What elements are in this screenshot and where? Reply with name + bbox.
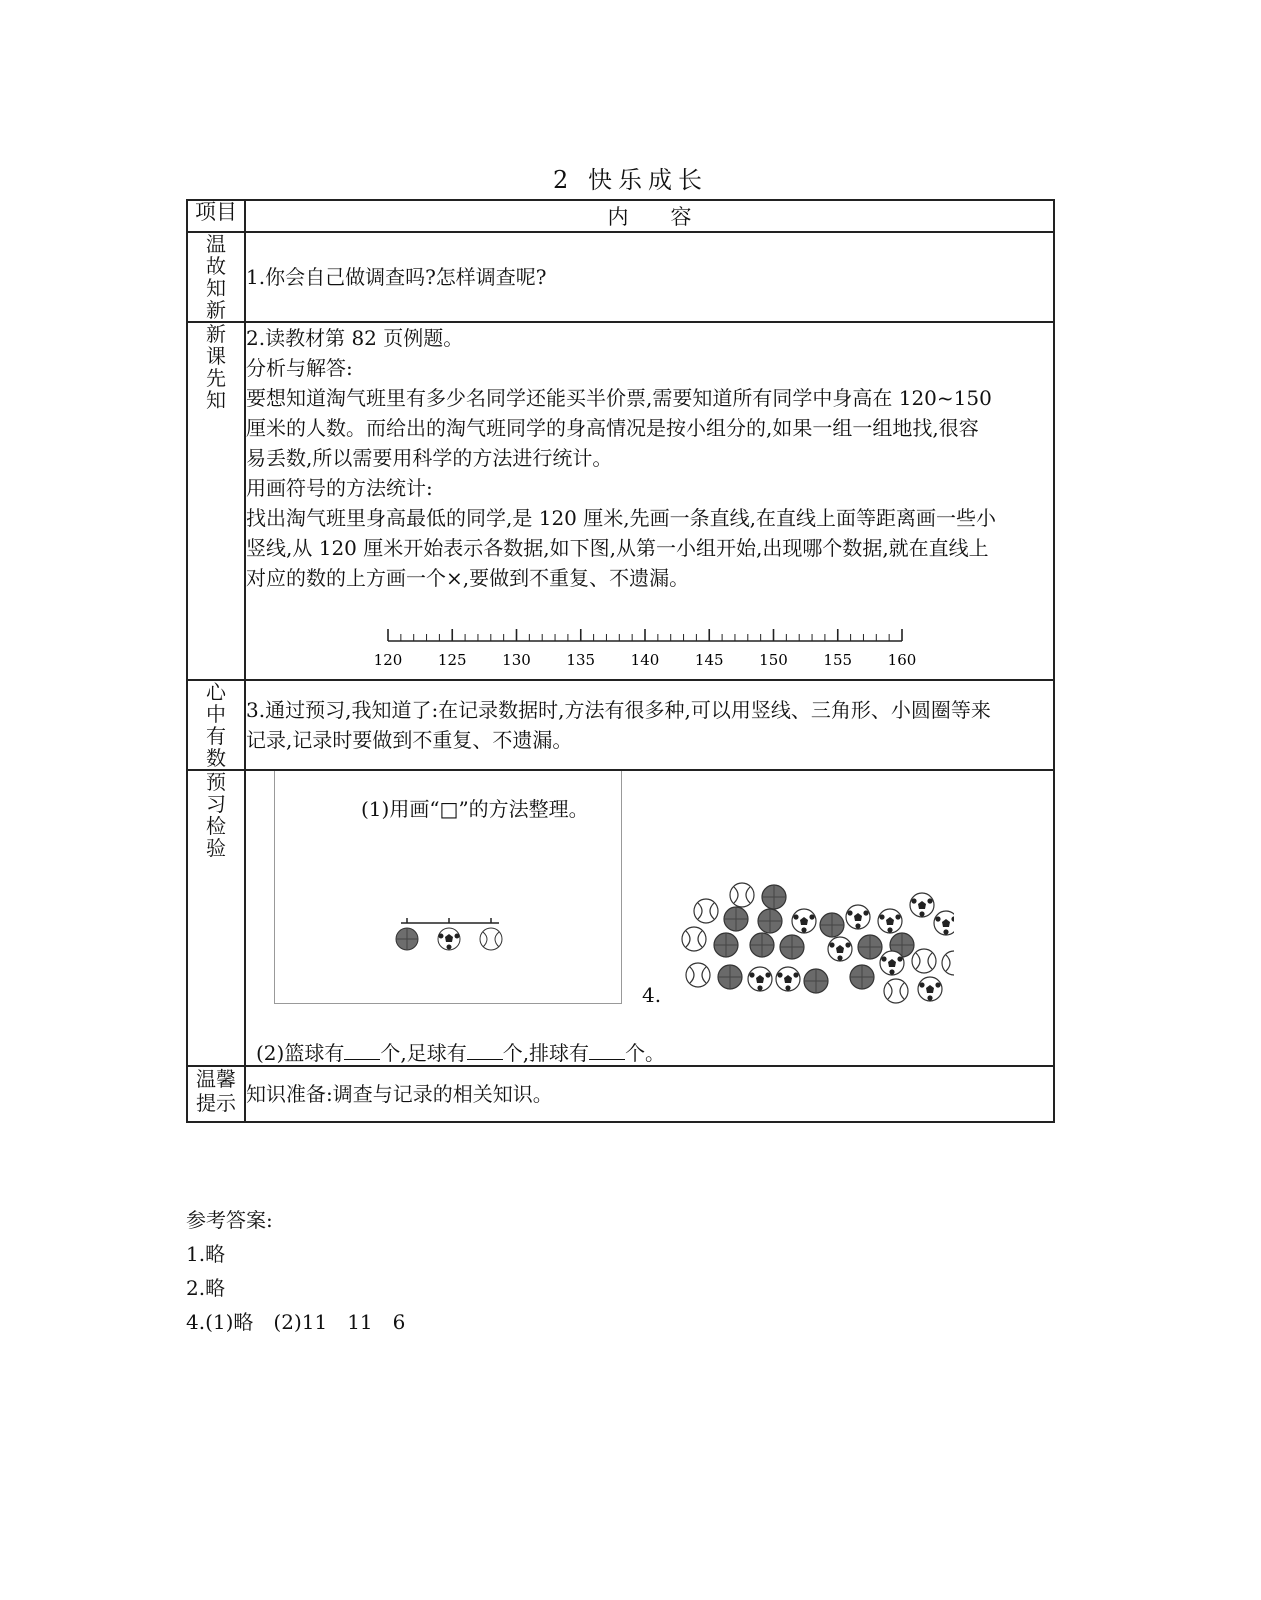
football-icon: [910, 893, 934, 917]
volleyball-icon: [682, 927, 706, 951]
preview-content: [245, 322, 1054, 680]
volleyball-icon: [686, 963, 710, 987]
text-line: 对应的数的上方画一个×,要做到不重复、不遗漏。: [246, 566, 690, 590]
table-row: [187, 232, 1054, 322]
football-icon: [792, 909, 816, 933]
tick-label: 140: [630, 651, 660, 669]
question-1: 1.你会自己做调查吗?怎样调查呢?: [246, 265, 547, 289]
q4-text-basketball: (2)篮球有: [256, 1041, 345, 1065]
lesson-table: [186, 199, 1055, 1123]
balls-picture: [664, 881, 954, 1011]
row-label-text: [188, 233, 244, 321]
football-icon: [828, 937, 852, 961]
answer-line: 2.略: [186, 1276, 226, 1300]
answer-line: 1.略: [186, 1242, 226, 1266]
volleyball-icon: [912, 949, 936, 973]
row-label-tips: [187, 1066, 245, 1122]
basketball-icon: [714, 933, 738, 957]
volleyball-icon: [694, 899, 718, 923]
text-line: 用画符号的方法统计:: [246, 476, 433, 500]
answer-heading: 参考答案:: [186, 1208, 273, 1232]
row-label-check: [187, 770, 245, 1066]
volleyball-blank[interactable]: [589, 1041, 625, 1060]
exercise-box: [274, 771, 622, 1004]
text-line: 找出淘气班里身高最低的同学,是 120 厘米,先画一条直线,在直线上面等距离画一些小: [246, 506, 996, 530]
table-row: [187, 680, 1054, 770]
row-label-text: [188, 323, 244, 411]
football-blank[interactable]: [467, 1041, 503, 1060]
text-line: 竖线,从 120 厘米开始表示各数据,如下图,从第一小组开始,出现哪个数据,就在直线上: [246, 536, 989, 560]
volleyball-icon: [942, 951, 954, 975]
basketball-icon: [758, 909, 782, 933]
tick-label: 120: [373, 651, 403, 669]
basketball-blank[interactable]: [344, 1041, 380, 1060]
basketball-icon: [396, 928, 418, 950]
label-char: 检: [206, 814, 226, 838]
basketball-icon: [820, 913, 844, 937]
label-char: 新: [206, 298, 226, 322]
header-label: 项目: [187, 200, 245, 232]
volleyball-icon: [730, 883, 754, 907]
answer-section: [186, 1203, 405, 1339]
basketball-icon: [780, 935, 804, 959]
label-char: 验: [206, 836, 226, 860]
tick-label: 130: [502, 651, 531, 669]
row-label-text: [188, 681, 244, 769]
text-line: 记录,记录时要做到不重复、不遗漏。: [246, 728, 573, 752]
basketball-icon: [850, 965, 874, 989]
football-icon: [880, 951, 904, 975]
text-line: 易丢数,所以需要用科学的方法进行统计。: [246, 446, 613, 470]
label-char: 心: [206, 680, 226, 704]
label-char: 知: [206, 388, 226, 412]
tick-label: 135: [566, 651, 596, 669]
number-line: [372, 623, 932, 673]
label-char: 课: [206, 344, 226, 368]
label-char: 先: [206, 366, 226, 390]
page-title: 2 快乐成长: [553, 166, 708, 194]
check-content: [245, 770, 1054, 1066]
q4-text-end: 个。: [625, 1041, 666, 1065]
q4-text-volleyball: 个,排球有: [502, 1041, 590, 1065]
football-icon: [438, 928, 460, 950]
q4-text-football: 个,足球有: [380, 1041, 467, 1065]
volleyball-icon: [480, 928, 502, 950]
basketball-icon: [804, 969, 828, 993]
row-label-text: 温馨提示: [196, 1067, 236, 1115]
sample-arrangement: [391, 911, 511, 961]
text-line: 2.读教材第 82 页例题。: [246, 326, 464, 350]
label-char: 温: [206, 232, 226, 256]
label-char: 知: [206, 276, 226, 300]
label-char: 新: [206, 322, 226, 346]
row-label-review: [187, 232, 245, 322]
question-4-number: 4.: [642, 983, 662, 1007]
label-char: 数: [206, 746, 226, 770]
volleyball-icon: [884, 979, 908, 1003]
football-icon: [878, 909, 902, 933]
row-label-preview: [187, 322, 245, 680]
text-line: 厘米的人数。而给出的淘气班同学的身高情况是按小组分的,如果一组一组地找,很容: [246, 416, 979, 440]
label-char: 预: [206, 770, 226, 794]
basketball-icon: [858, 935, 882, 959]
tick-label: 155: [823, 651, 853, 669]
answer-line: 4.(1)略 (2)11 11 6: [186, 1310, 406, 1334]
text-line: 分析与解答:: [246, 356, 353, 380]
football-icon: [846, 905, 870, 929]
tick-label: 160: [887, 651, 917, 669]
label-char: 有: [206, 724, 226, 748]
label-char: 中: [206, 702, 226, 726]
text-line: 要想知道淘气班里有多少名同学还能买半价票,需要知道所有同学中身高在 120~150: [246, 386, 992, 410]
label-char: 故: [206, 254, 226, 278]
summary-content: [245, 680, 1054, 770]
header-content: 内 容: [245, 200, 1054, 232]
football-icon: [748, 967, 772, 991]
table-row: [187, 770, 1054, 1066]
question-4-part-2: [256, 1037, 665, 1066]
football-icon: [934, 911, 954, 935]
question-4-part-1: (1)用画“□”的方法整理。: [361, 797, 589, 821]
text-line: 3.通过预习,我知道了:在记录数据时,方法有很多种,可以用竖线、三角形、小圆圈等来: [246, 698, 991, 722]
label-char: 习: [206, 792, 226, 816]
table-row: [187, 322, 1054, 680]
tips-text: 知识准备:调查与记录的相关知识。: [246, 1082, 553, 1106]
tick-label: 125: [437, 651, 467, 669]
table-header-row: [187, 200, 1054, 232]
row-label-summary: [187, 680, 245, 770]
basketball-icon: [750, 933, 774, 957]
row-label-text: [188, 771, 244, 859]
basketball-icon: [762, 885, 786, 909]
basketball-icon: [718, 965, 742, 989]
football-icon: [776, 967, 800, 991]
tips-content: [245, 1066, 1054, 1122]
tick-label: 150: [759, 651, 788, 669]
tick-label: 145: [694, 651, 724, 669]
review-content: [245, 232, 1054, 322]
table-row: [187, 1066, 1054, 1122]
basketball-icon: [724, 907, 748, 931]
football-icon: [918, 977, 942, 1001]
